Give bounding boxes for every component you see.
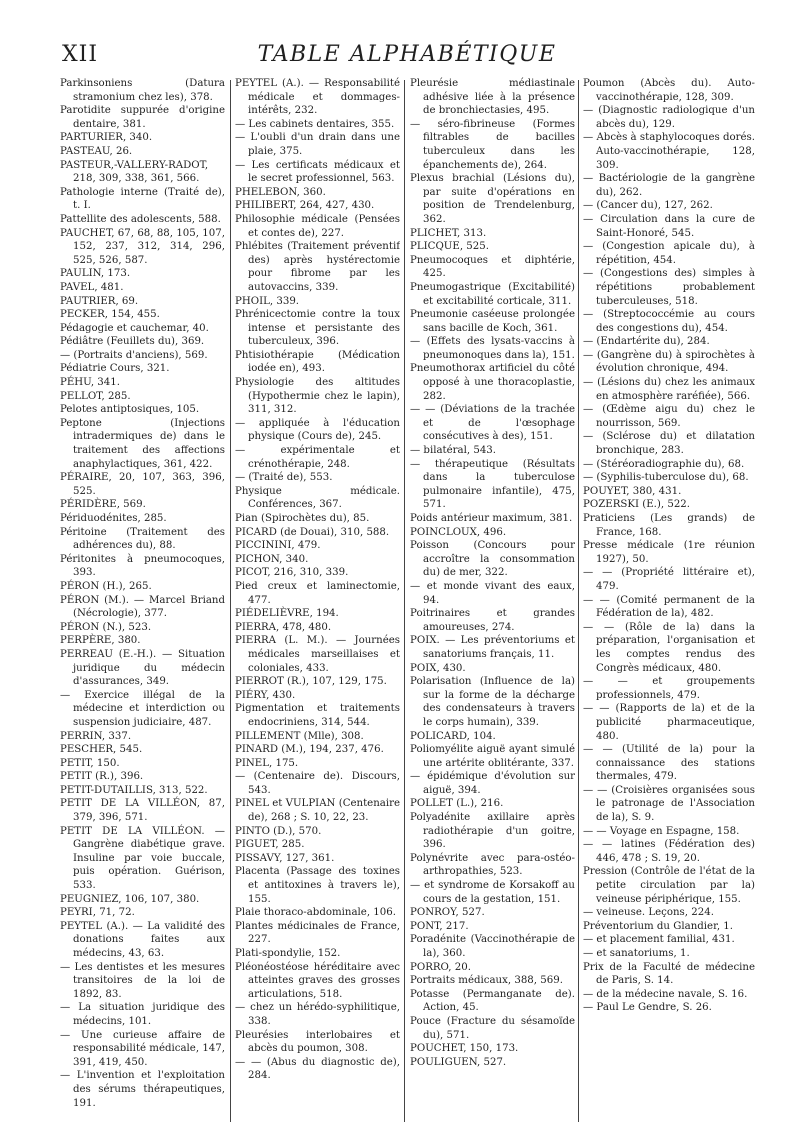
index-entry: — Bactériologie de la gangrène du), 262. bbox=[583, 173, 755, 198]
index-entry: Physiologie des altitudes (Hypothermie chez le lapin), 311, 312. bbox=[235, 377, 400, 416]
index-entry: PIGUET, 285. bbox=[235, 839, 305, 851]
index-entry: PONT, 217. bbox=[410, 920, 469, 932]
index-entry: PÉRAIRE, 20, 107, 363, 396, 525. bbox=[60, 472, 225, 497]
index-entry: PIERRA (L. M.). — Journées médicales marseillaises et coloniales, 433. bbox=[235, 635, 400, 674]
index-entry: — L'oubli d'un drain dans une plaie, 375. bbox=[235, 132, 400, 157]
index-entry: Plaie thoraco-abdominale, 106. bbox=[235, 907, 396, 919]
index-entry: PICOT, 216, 310, 339. bbox=[235, 567, 349, 579]
index-entry: Poradénite (Vaccinothérapie de la), 360. bbox=[410, 934, 575, 959]
index-entry: Praticiens (Les grands) de France, 168. bbox=[583, 513, 755, 538]
index-column-2 bbox=[235, 77, 400, 1127]
index-entry: PECKER, 154, 455. bbox=[60, 309, 160, 321]
index-entry: Pédiatrie Cours, 321. bbox=[60, 363, 170, 375]
index-entry: — — latines (Fédération des) 446, 478 ; S. 19, 20. bbox=[583, 839, 755, 864]
index-entry: PIERRA, 478, 480. bbox=[235, 621, 332, 633]
index-entry: PILLEMENT (Mlle), 308. bbox=[235, 730, 364, 742]
index-entry: — — (Rapports de la) et de la publicité pharmaceutique, 480. bbox=[583, 703, 755, 742]
index-entry: Pathologie interne (Traité de), t. I. bbox=[60, 186, 225, 212]
index-entry: — (Stéréoradiographie du), 68. bbox=[583, 458, 745, 470]
index-entry: Pleurésie médiastinale adhésive liée à la présence de bronchiectasies, 495. bbox=[410, 78, 575, 117]
index-entry: — (Traité de), 553. bbox=[235, 472, 333, 484]
index-entry: PAVEL, 481. bbox=[60, 281, 124, 293]
index-entry: Presse médicale (1re réunion 1927), 50. bbox=[583, 540, 755, 565]
index-entry: — Les cabinets dentaires, 355. bbox=[235, 118, 395, 130]
index-entry: Pied creux et laminectomie, 477. bbox=[235, 580, 400, 606]
index-entry: — (Congestions des) simples à répétitions probablement tuberculeuses, 518. bbox=[583, 268, 755, 307]
index-entry: Polynévrite avec para-ostéo-arthropathies, 523. bbox=[410, 852, 575, 878]
index-entry: PERREAU (E.-H.). — Situation juridique du médecin d'assurances, 349. bbox=[60, 648, 225, 688]
index-entry: — — (Propriété littéraire et), 479. bbox=[583, 567, 755, 592]
index-entry: Poliomyélite aiguë ayant simulé une artérite oblitérante, 337. bbox=[410, 744, 575, 769]
index-entry: — épidémique d'évolution sur aiguë, 394. bbox=[410, 771, 575, 796]
index-entry: PONROY, 527. bbox=[410, 907, 485, 919]
page-title: TABLE ALPHABÉTIQUE bbox=[257, 42, 557, 67]
index-entry: PORRO, 20. bbox=[410, 961, 471, 973]
index-entry: — — (Comité permanent de la Fédération de la), 482. bbox=[583, 594, 755, 620]
index-entry: — Paul Le Gendre, S. 26. bbox=[583, 1002, 712, 1014]
index-entry: PEUGNIEZ, 106, 107, 380. bbox=[60, 893, 200, 905]
index-entry: PICCININI, 479. bbox=[235, 540, 321, 552]
index-entry: PIÉRY, 430. bbox=[235, 689, 296, 701]
index-entry: POLLET (L.), 216. bbox=[410, 798, 504, 810]
index-entry: — (Syphilis-tuberculose du), 68. bbox=[583, 472, 749, 484]
index-entry: — et placement familial, 431. bbox=[583, 934, 735, 946]
index-entry: PESCHER, 545. bbox=[60, 744, 143, 756]
index-column-4 bbox=[583, 77, 755, 1127]
index-column-1 bbox=[60, 77, 225, 1127]
index-entry: Physique médicale. Conférences, 367. bbox=[235, 485, 400, 511]
index-entry: — Les certificats médicaux et le secret professionnel, 563. bbox=[235, 159, 400, 185]
index-entry: PHELEBON, 360. bbox=[235, 186, 326, 198]
index-entry: Parkinsoniens (Datura stramonium chez les), 378. bbox=[60, 78, 225, 103]
index-entry: — La situation juridique des médecins, 101. bbox=[60, 1002, 225, 1027]
index-entry: PEYRI, 71, 72. bbox=[60, 907, 135, 919]
index-entry: — veineuse. Leçons, 224. bbox=[583, 907, 714, 919]
index-entry: — expérimentale et crénothérapie, 248. bbox=[235, 445, 400, 470]
index-entry: — — (Utilité de la) pour la connaissance des stations thermales, 479. bbox=[583, 744, 755, 783]
index-entry: — et syndrome de Korsakoff au cours de la gestation, 151. bbox=[410, 880, 575, 905]
index-entry: PAUCHET, 67, 68, 88, 105, 107, 152, 237, 312, 314, 296, 525, 526, 587. bbox=[60, 227, 225, 266]
index-entry: — (Centenaire de). Discours, 543. bbox=[235, 771, 400, 796]
index-entry: PIERROT (R.), 107, 129, 175. bbox=[235, 676, 387, 688]
index-entry: Pédiâtre (Feuillets du), 369. bbox=[60, 336, 205, 348]
index-entry: — Exercice illégal de la médecine et interdiction ou suspension judiciaire, 487. bbox=[60, 689, 225, 728]
index-entry: — (Diagnostic radiologique d'un abcès du), 129. bbox=[583, 105, 755, 130]
index-entry: — (Streptococcémie au cours des congestions du), 454. bbox=[583, 309, 755, 334]
index-entry: PÉRON (N.), 523. bbox=[60, 621, 152, 633]
index-entry: Poisson (Concours pour accroître la consommation du) de mer, 322. bbox=[410, 540, 575, 579]
index-entry: Poumon (Abcès du). Auto-vaccinothérapie, 128, 309. bbox=[583, 78, 755, 103]
index-entry: — (Lésions du) chez les animaux en atmosphère raréfiée), 566. bbox=[583, 377, 755, 402]
index-entry: POIX, 430. bbox=[410, 662, 466, 674]
index-entry: — (Effets des lysats-vaccins à pneumonoques dans la), 151. bbox=[410, 336, 575, 361]
index-entry: Phlébites (Traitement préventif des) après hystérectomie pour fibrome par les autovaccins, 339. bbox=[235, 241, 400, 293]
index-entry: Phtisiothérapie (Médication iodée en), 493. bbox=[235, 349, 400, 375]
index-entry: Plantes médicinales de France, 227. bbox=[235, 920, 400, 946]
index-entry: PÉRIDÈRE, 569. bbox=[60, 499, 146, 511]
index-entry: PETIT DE LA VILLÉON, 87, 379, 396, 571. bbox=[60, 798, 225, 824]
index-entry: — (Gangrène du) à spirochètes à évolution chronique, 494. bbox=[583, 349, 755, 375]
index-entry: — — (Abus du diagnostic de), 284. bbox=[235, 1056, 400, 1082]
index-entry: POINCLOUX, 496. bbox=[410, 526, 507, 538]
index-entry: PASTEAU, 26. bbox=[60, 145, 133, 157]
index-entry: POIX. — Les préventoriums et sanatoriums français, 11. bbox=[410, 635, 575, 660]
index-entry: Pléonéostéose héréditaire avec atteintes graves des grosses articulations, 518. bbox=[235, 961, 400, 1000]
index-entry: PELLOT, 285. bbox=[60, 390, 131, 402]
index-entry: PEYTEL (A.). — La validité des donations faites aux médecins, 43, 63. bbox=[60, 920, 225, 959]
index-entry: — et monde vivant des eaux, 94. bbox=[410, 580, 575, 606]
index-entry: Pédagogie et cauchemar, 40. bbox=[60, 322, 209, 334]
index-entry: Polyadénite axillaire après radiothérapie d'un goitre, 396. bbox=[410, 812, 575, 851]
index-entry: PLICHET, 313. bbox=[410, 227, 487, 239]
index-entry: — (Œdème aigu du) chez le nourrisson, 569. bbox=[583, 404, 755, 429]
index-entry: — thérapeutique (Résultats dans la tuberculose pulmonaire infantile), 475, 571. bbox=[410, 458, 575, 511]
index-entry: PEYTEL (A.). — Responsabilité médicale et dommages-intérêts, 232. bbox=[235, 78, 400, 117]
index-entry: — appliquée à l'éducation physique (Cours de), 245. bbox=[235, 417, 400, 443]
index-entry: — — (Croisières organisées sous le patronage de l'Association de la), S. 9. bbox=[583, 784, 755, 824]
index-entry: Pneumocoques et diphtérie, 425. bbox=[410, 254, 575, 280]
index-entry: Pression (Contrôle de l'état de la petite circulation par la) veineuse périphérique, 155. bbox=[583, 866, 755, 905]
index-entry: PLICQUE, 525. bbox=[410, 241, 489, 253]
index-entry: Pouce (Fracture du sésamoïde du), 571. bbox=[410, 1015, 575, 1041]
index-entry: PETIT (R.), 396. bbox=[60, 771, 144, 783]
index-entry: PHILIBERT, 264, 427, 430. bbox=[235, 200, 375, 212]
index-entry: Plexus brachial (Lésions du), par suite d'opérations en position de Trendelenburg, 362. bbox=[410, 173, 575, 225]
index-entry: Pleurésies interlobaires et abcès du poumon, 308. bbox=[235, 1029, 400, 1055]
index-entry: Pneumogastrique (Excitabilité) et excitabilité corticale, 311. bbox=[410, 281, 575, 307]
index-entry: POUYET, 380, 431. bbox=[583, 485, 682, 497]
index-entry: Portraits médicaux, 388, 569. bbox=[410, 975, 563, 987]
index-entry: — Circulation dans la cure de Saint-Honoré, 545. bbox=[583, 213, 755, 239]
index-entry: Pian (Spirochètes du), 85. bbox=[235, 513, 370, 524]
index-entry: Placenta (Passage des toxines et antitoxines à travers le), 155. bbox=[235, 866, 400, 905]
index-entry: PAUTRIER, 69. bbox=[60, 295, 139, 307]
index-entry: PÉRON (H.), 265. bbox=[60, 580, 152, 592]
index-entry: Poitrinaires et grandes amoureuses, 274. bbox=[410, 608, 575, 633]
index-entry: Plati-spondylie, 152. bbox=[235, 948, 341, 959]
index-entry: PÉRON (M.). — Marcel Briand (Nécrologie), 377. bbox=[60, 594, 225, 620]
index-entry: PERRIN, 337. bbox=[60, 730, 132, 742]
index-entry: PINEL et VULPIAN (Centenaire de), 268 ; S. 10, 22, 23. bbox=[235, 798, 400, 824]
index-entry: — Abcès à staphylocoques dorés. Auto-vaccinothérapie, 128, 309. bbox=[583, 132, 755, 171]
index-entry: — et sanatoriums, 1. bbox=[583, 948, 690, 959]
index-entry: — (Portraits d'anciens), 569. bbox=[60, 349, 208, 361]
index-entry: PICHON, 340. bbox=[235, 553, 309, 565]
index-entry: PETIT-DUTAILLIS, 313, 522. bbox=[60, 784, 208, 796]
index-entry: Phrénicectomie contre la toux intense et persistante des tuberculeux, 396. bbox=[235, 309, 400, 348]
index-entry: Peptone (Injections intradermiques de) dans le traitement des affections anaphylactiques, 361, 422. bbox=[60, 417, 225, 470]
index-entry: Philosophie médicale (Pensées et contes de), 227. bbox=[235, 213, 400, 239]
index-entry: Préventorium du Glandier, 1. bbox=[583, 920, 734, 932]
index-entry: POLICARD, 104. bbox=[410, 730, 496, 742]
index-entry: — (Congestion apicale du), à répétition, 454. bbox=[583, 241, 755, 266]
index-entry: PINEL, 175. bbox=[235, 757, 299, 769]
index-entry: PINTO (D.), 570. bbox=[235, 825, 322, 837]
index-column-3 bbox=[410, 77, 575, 1127]
index-entry: PETIT DE LA VILLÉON. — Gangrène diabétique grave. Insuline par voie buccale, puis opération. Guérison, 533. bbox=[60, 825, 225, 892]
index-columns bbox=[60, 77, 756, 1127]
index-entry: — Les dentistes et les mesures transitoires de la loi de 1892, 83. bbox=[60, 961, 225, 1000]
index-entry: — — (Déviations de la trachée et de l'œsophage consécutives à des), 151. bbox=[410, 404, 575, 443]
index-entry: PHOIL, 339. bbox=[235, 295, 300, 307]
index-entry: Poids antérieur maximum, 381. bbox=[410, 513, 573, 524]
index-entry: — — et groupements professionnels, 479. bbox=[583, 676, 755, 701]
index-entry: POZERSKI (E.), 522. bbox=[583, 499, 691, 511]
index-entry: POULIGUEN, 527. bbox=[410, 1056, 507, 1068]
index-entry: Péritonites à pneumocoques, 393. bbox=[60, 553, 225, 579]
index-entry: Pneumonie caséeuse prolongée sans bacille de Koch, 361. bbox=[410, 309, 575, 334]
index-entry: Périduodénites, 285. bbox=[60, 513, 167, 524]
index-entry: — séro-fibrineuse (Formes filtrables de bacilles tuberculeux dans les épanchements de), 264. bbox=[410, 118, 575, 171]
index-entry: Parotidite suppurée d'origine dentaire, 381. bbox=[60, 105, 225, 130]
index-entry: PIÉDELIÈVRE, 194. bbox=[235, 608, 339, 620]
index-entry: Potasse (Permanganate de). Action, 45. bbox=[410, 988, 575, 1014]
index-entry: — — Voyage en Espagne, 158. bbox=[583, 825, 740, 837]
index-entry: PÉHU, 341. bbox=[60, 377, 120, 389]
index-entry: PERPÈRE, 380. bbox=[60, 635, 141, 647]
index-entry: Pneumothorax artificiel du côté opposé à une thoracoplastie, 282. bbox=[410, 363, 575, 402]
index-entry: — L'invention et l'exploitation des sérums thérapeutiques, 191. bbox=[60, 1070, 225, 1109]
page-header bbox=[62, 40, 752, 76]
index-entry: — chez un hérédo-syphilitique, 338. bbox=[235, 1002, 400, 1027]
index-entry: PAULIN, 173. bbox=[60, 268, 131, 280]
index-entry: PETIT, 150. bbox=[60, 757, 120, 769]
index-entry: PICARD (de Douai), 310, 588. bbox=[235, 526, 390, 538]
index-entry: POUCHET, 150, 173. bbox=[410, 1043, 519, 1055]
index-entry: — Une curieuse affaire de responsabilité médicale, 147, 391, 419, 450. bbox=[60, 1029, 225, 1068]
page-number: XII bbox=[62, 42, 99, 67]
index-entry: Polarisation (Influence de la) sur la forme de la décharge des condensateurs à travers le corps humain), 339. bbox=[410, 676, 575, 728]
index-entry: — de la médecine navale, S. 16. bbox=[583, 988, 748, 1000]
index-entry: Pattellite des adolescents, 588. bbox=[60, 213, 221, 225]
index-entry: Pelotes antiptosiques, 105. bbox=[60, 404, 200, 416]
index-entry: Péritoine (Traitement des adhérences du), 88. bbox=[60, 526, 225, 552]
index-entry: — bilatéral, 543. bbox=[410, 445, 497, 457]
index-entry: — (Cancer du), 127, 262. bbox=[583, 200, 713, 212]
index-entry: Pigmentation et traitements endocriniens, 314, 544. bbox=[235, 703, 400, 728]
index-entry: — (Sclérose du) et dilatation bronchique, 283. bbox=[583, 431, 755, 457]
index-entry: PISSAVY, 127, 361. bbox=[235, 852, 335, 864]
index-entry: — (Endartérite du), 284. bbox=[583, 336, 710, 348]
index-entry: PASTEUR,-VALLERY-RADOT, 218, 309, 338, 361, 566. bbox=[60, 159, 209, 185]
index-entry: PARTURIER, 340. bbox=[60, 132, 153, 144]
index-entry: Prix de la Faculté de médecine de Paris, S. 14. bbox=[583, 961, 755, 987]
index-entry: — — (Rôle de la) dans la préparation, l'organisation et les comptes rendus des Congrès médicaux, 480. bbox=[583, 621, 755, 674]
index-entry: PINARD (M.), 194, 237, 476. bbox=[235, 744, 384, 756]
